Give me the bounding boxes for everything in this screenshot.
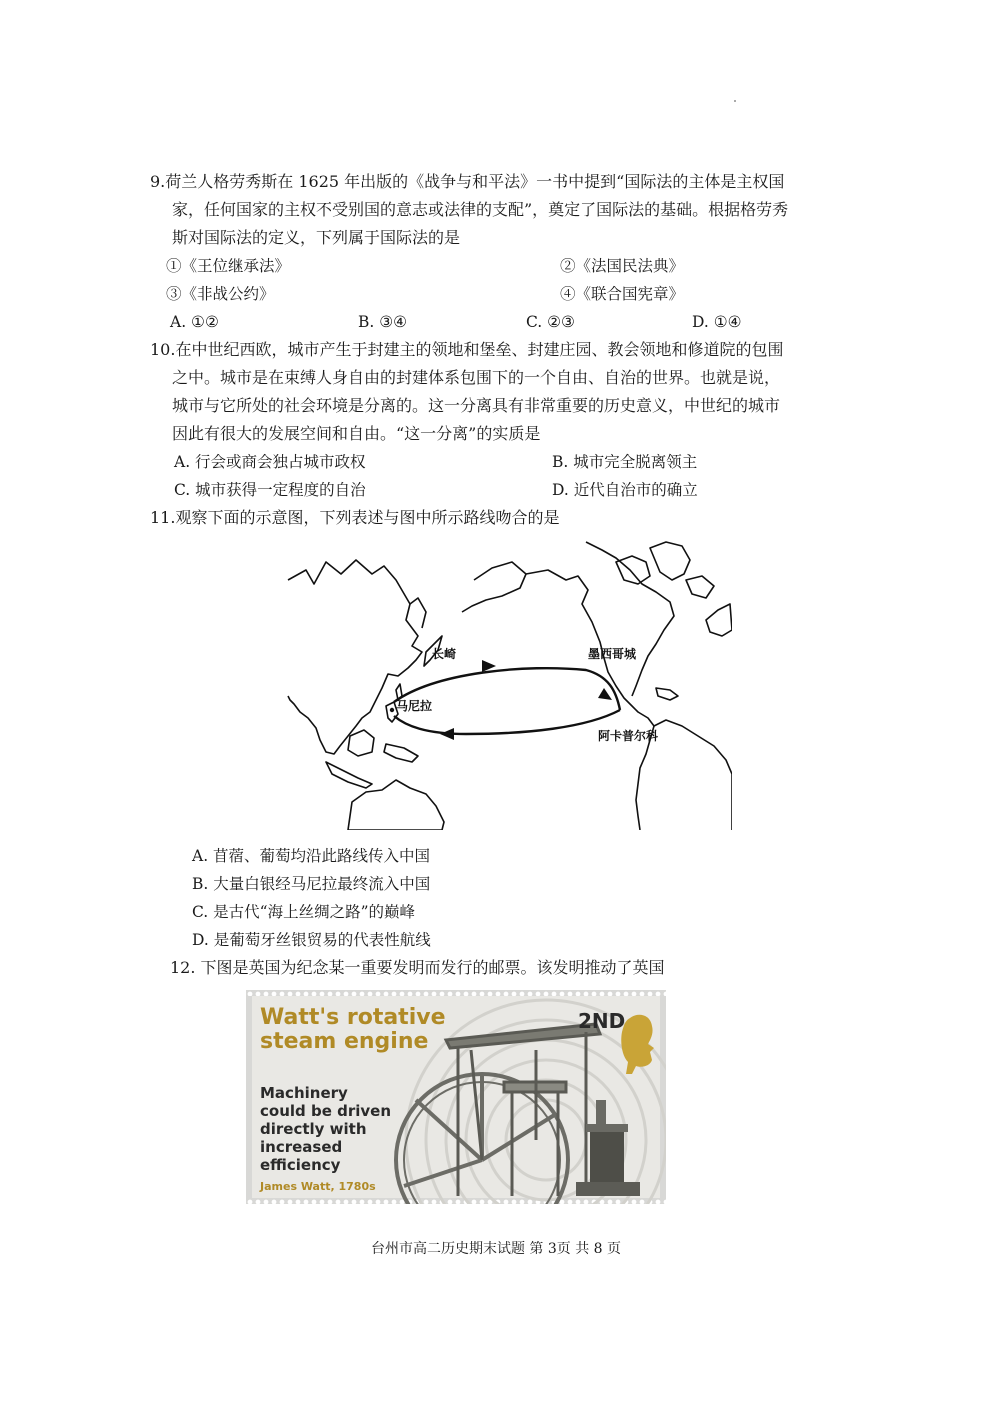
q10-option-c: C. 城市获得一定程度的自治 (174, 481, 366, 499)
q9-option-c: C. ②③ (526, 313, 575, 331)
route-arrow-west (440, 728, 454, 740)
stamp-denomination: 2ND (578, 1009, 626, 1033)
q9-option-d: D. ①④ (692, 313, 742, 331)
q9-item-4: ④《联合国宪章》 (560, 285, 685, 303)
q10-option-a: A. 行会或商会独占城市政权 (174, 453, 366, 471)
q10-line-3: 城市与它所处的社会环境是分离的。这一分离具有非常重要的历史意义，中世纪的城市 (172, 396, 781, 415)
q9-option-a: A. ①② (170, 313, 219, 331)
stamp-caption-2: could be driven (260, 1102, 392, 1120)
stamp-title-line1: Watt's rotative (260, 1005, 446, 1030)
scan-speck (734, 100, 736, 102)
stamp-caption-3: directly with (260, 1120, 367, 1138)
label-mexico-city: 墨西哥城 (588, 647, 637, 661)
stamp-caption-1: Machinery (260, 1084, 348, 1102)
q9-line-1: 9.荷兰人格劳秀斯在 1625 年出版的《战争与和平法》一书中提到“国际法的主体是主权国 (150, 172, 785, 191)
q9-line-2: 家，任何国家的主权不受别国的意志或法律的支配”，奠定了国际法的基础。根据格劳秀 (172, 200, 789, 219)
hudson-bay (616, 556, 650, 584)
q9-item-3: ③《非战公约》 (166, 285, 275, 303)
kamchatka-coast (410, 598, 426, 628)
sumatra-java (326, 762, 372, 788)
stamp-credit: James Watt, 1780s (260, 1180, 376, 1193)
q11-option-d: D. 是葡萄牙丝银贸易的代表性航线 (192, 931, 431, 949)
page-footer: 台州市高二历史期末试题 第 3页 共 8 页 (370, 1241, 622, 1257)
q11-option-a: A. 苜蓿、葡萄均沿此路线传入中国 (192, 847, 431, 865)
caribbean-islands (656, 688, 678, 700)
new-guinea (384, 744, 418, 762)
borneo-island (348, 730, 374, 756)
q11-option-b: B. 大量白银经马尼拉最终流入中国 (192, 875, 431, 893)
europe-edge (706, 604, 732, 636)
trade-route-map (286, 540, 732, 830)
manila-dot (390, 708, 394, 712)
q9-item-1: ①《王位继承法》 (166, 257, 291, 275)
stamp-title-line2: steam engine (260, 1029, 429, 1054)
label-manila: 马尼拉 (396, 699, 433, 713)
north-america-east-coast (586, 542, 674, 696)
q10-option-d: D. 近代自治市的确立 (552, 481, 698, 499)
route-arrow-descend (598, 688, 612, 700)
q10-line-4: 因此有很大的发展空间和自由。“这一分离”的实质是 (172, 424, 541, 443)
q9-line-3: 斯对国际法的定义，下列属于国际法的是 (172, 228, 461, 247)
greenland (650, 542, 690, 580)
q9-item-2: ②《法国民法典》 (560, 257, 685, 275)
route-acapulco-to-manila (394, 710, 620, 734)
label-nagasaki: 长崎 (432, 647, 457, 661)
q9-option-b: B. ③④ (358, 313, 408, 331)
watt-steam-engine-stamp (246, 990, 666, 1204)
label-acapulco: 阿卡普尔科 (598, 729, 659, 743)
q10-line-2: 之中。城市是在束缚人身自由的封建体系包围下的一个自由、自治的世界。也就是说， (172, 368, 781, 387)
arctic-islands (686, 576, 714, 598)
q11-stem: 11.观察下面的示意图，下列表述与图中所示路线吻合的是 (150, 508, 560, 527)
stamp-caption-5: efficiency (260, 1156, 341, 1174)
q12-stem: 12. 下图是英国为纪念某一重要发明而发行的邮票。该发明推动了英国 (170, 958, 665, 977)
asia-coastline (288, 560, 422, 754)
q10-line-1: 10.在中世纪西欧，城市产生于封建主的领地和堡垒、封建庄园、教会领地和修道院的包围 (150, 340, 784, 359)
alaska-coastline (462, 562, 526, 612)
q10-option-b: B. 城市完全脱离领主 (552, 453, 698, 471)
stamp-caption-4: increased (260, 1138, 343, 1156)
q11-option-c: C. 是古代“海上丝绸之路”的巅峰 (192, 903, 416, 921)
